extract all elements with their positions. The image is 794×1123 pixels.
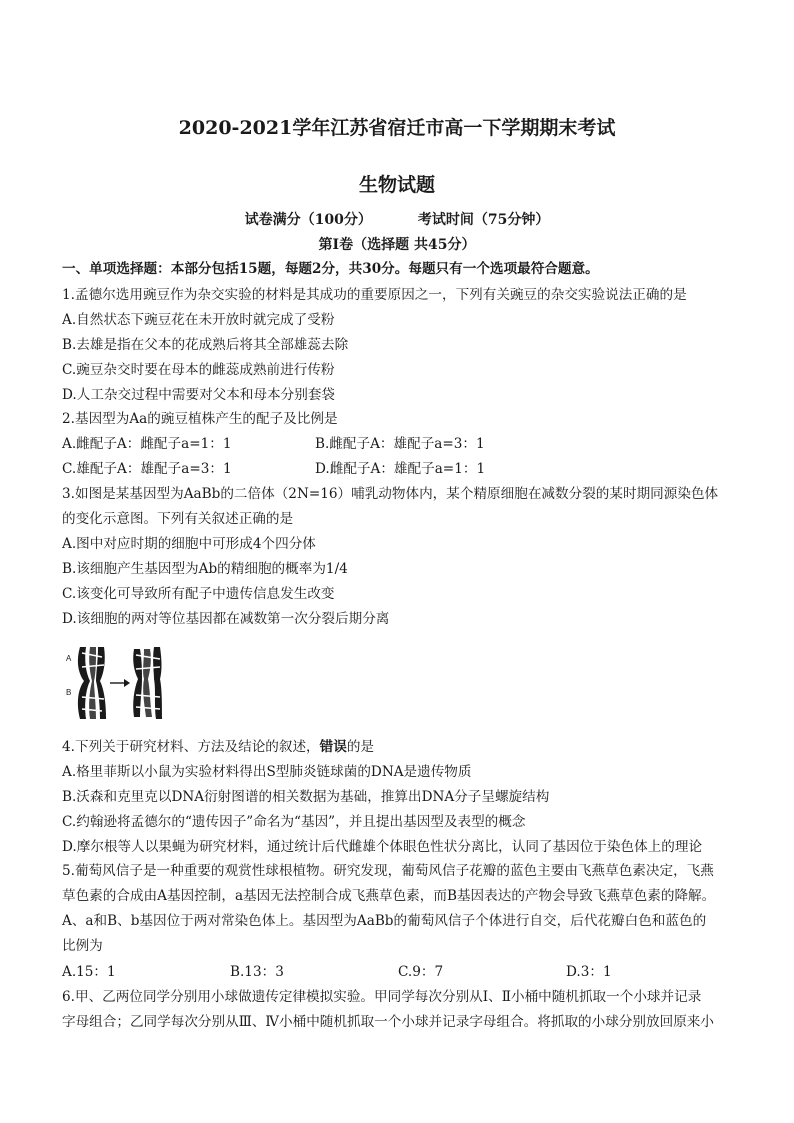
q2-option-c: C.雄配子A：雄配子a=3：1 [62,461,232,477]
q6-stem-line1: 6.甲、乙两位同学分别用小球做遗传定律模拟实验。甲同学每次分别从Ⅰ、Ⅱ小桶中随机抓取一个小球并记录 [62,989,702,1005]
chromosome-diagram [62,643,172,723]
q3-chromosome-figure [62,643,172,723]
exam-time: 考试时间（75分钟） [417,212,550,228]
q3-option-c: C.该变化可导致所有配子中遗传信息发生改变 [62,586,335,602]
q2-stem: 2.基因型为Aa的豌豆植株产生的配子及比例是 [62,411,338,427]
q4-option-b: B.沃森和克里克以DNA衍射图谱的相关数据为基础，推算出DNA分子呈螺旋结构 [62,789,550,805]
q3-stem-line2: 的变化示意图。下列有关叙述正确的是 [62,511,294,527]
q6-stem-line2: 字母组合；乙同学每次分别从Ⅲ、Ⅳ小桶中随机抓取一个小球并记录字母组合。将抓取的小球分别放回原来小 [62,1014,714,1030]
left-chromosome-pair [78,647,106,719]
q4-option-d: D.摩尔根等人以果蝇为研究材料，通过统计后代雌雄个体眼色性状分离比，认同了基因位于染色体上的理论 [62,839,703,855]
q2-option-d: D.雌配子A：雄配子a=1：1 [315,461,486,477]
q1-option-d: D.人工杂交过程中需要对父本和母本分别套袋 [62,387,336,403]
arrow-icon [110,679,130,687]
exam-meta [0,209,794,229]
q5-stem-line4: 比例为 [62,938,103,954]
q1-option-c: C.豌豆杂交时要在母本的雌蕊成熟前进行传粉 [62,362,335,378]
q1-option-a: A.自然状态下豌豆花在未开放时就完成了受粉 [62,312,335,328]
right-chromosome-pair [133,647,162,719]
q5-option-b: B.13：3 [230,964,284,980]
q2-option-b: B.雌配子A：雄配子a=3：1 [315,436,485,452]
q3-option-d: D.该细胞的两对等位基因都在减数第一次分裂后期分离 [62,611,390,627]
exam-title: 2020-2021学年江苏省宿迁市高一下学期期末考试 [178,117,616,139]
section-title: 第Ⅰ卷（选择题 共45分） [318,237,476,253]
q2-option-a: A.雌配子A：雌配子a=1：1 [62,436,232,452]
q3-stem-line1: 3.如图是某基因型为AaBb的二倍体（2N=16）哺乳动物体内，某个精原细胞在减数分裂的某时期同源染色体 [62,486,719,502]
q5-stem-line3: A、a和B、b基因位于两对常染色体上。基因型为AaBb的葡萄风信子个体进行自交，后代花瓣白色和蓝色的 [62,913,707,929]
q4-stem-emphasis: 错误 [319,739,347,755]
q3-option-a: A.图中对应时期的细胞中可形成4个四分体 [62,536,316,552]
fig-label-b: B [66,688,72,697]
subject-title: 生物试题 [358,174,435,196]
full-score: 试卷满分（100分） [244,212,372,228]
q5-stem-line1: 5.葡萄风信子是一种重要的观赏性球根植物。研究发现，葡萄风信子花瓣的蓝色主要由飞燕草色素决定，飞燕 [62,863,714,879]
fig-label-a: A [66,654,72,663]
q5-option-d: D.3：1 [566,964,612,980]
q5-option-a: A.15：1 [62,964,116,980]
q1-option-b: B.去雄是指在父本的花成熟后将其全部雄蕊去除 [62,337,349,353]
q4-option-c: C.约翰逊将孟德尔的“遗传因子”命名为“基因”，并且提出基因型及表型的概念 [62,814,526,830]
q5-option-c: C.9：7 [398,964,444,980]
q4-stem-text: 4.下列关于研究材料、方法及结论的叙述， [62,739,320,755]
q1-stem: 1.孟德尔选用豌豆作为杂交实验的材料是其成功的重要原因之一，下列有关豌豆的杂交实验说法正确的是 [62,287,687,303]
q4-stem [62,738,374,756]
q3-option-b: B.该细胞产生基因型为Ab的精细胞的概率为1/4 [62,561,348,577]
part1-heading: 一、单项选择题：本部分包括15题，每题2分，共30分。每题只有一个选项最符合题意。 [62,261,599,277]
q5-stem-line2: 草色素的合成由A基因控制，a基因无法控制合成飞燕草色素，而B基因表达的产物会导致飞燕草色素的降解。 [62,888,716,904]
q4-option-a: A.格里菲斯以小鼠为实验材料得出S型肺炎链球菌的DNA是遗传物质 [62,764,472,780]
q4-stem-end: 的是 [346,739,375,755]
